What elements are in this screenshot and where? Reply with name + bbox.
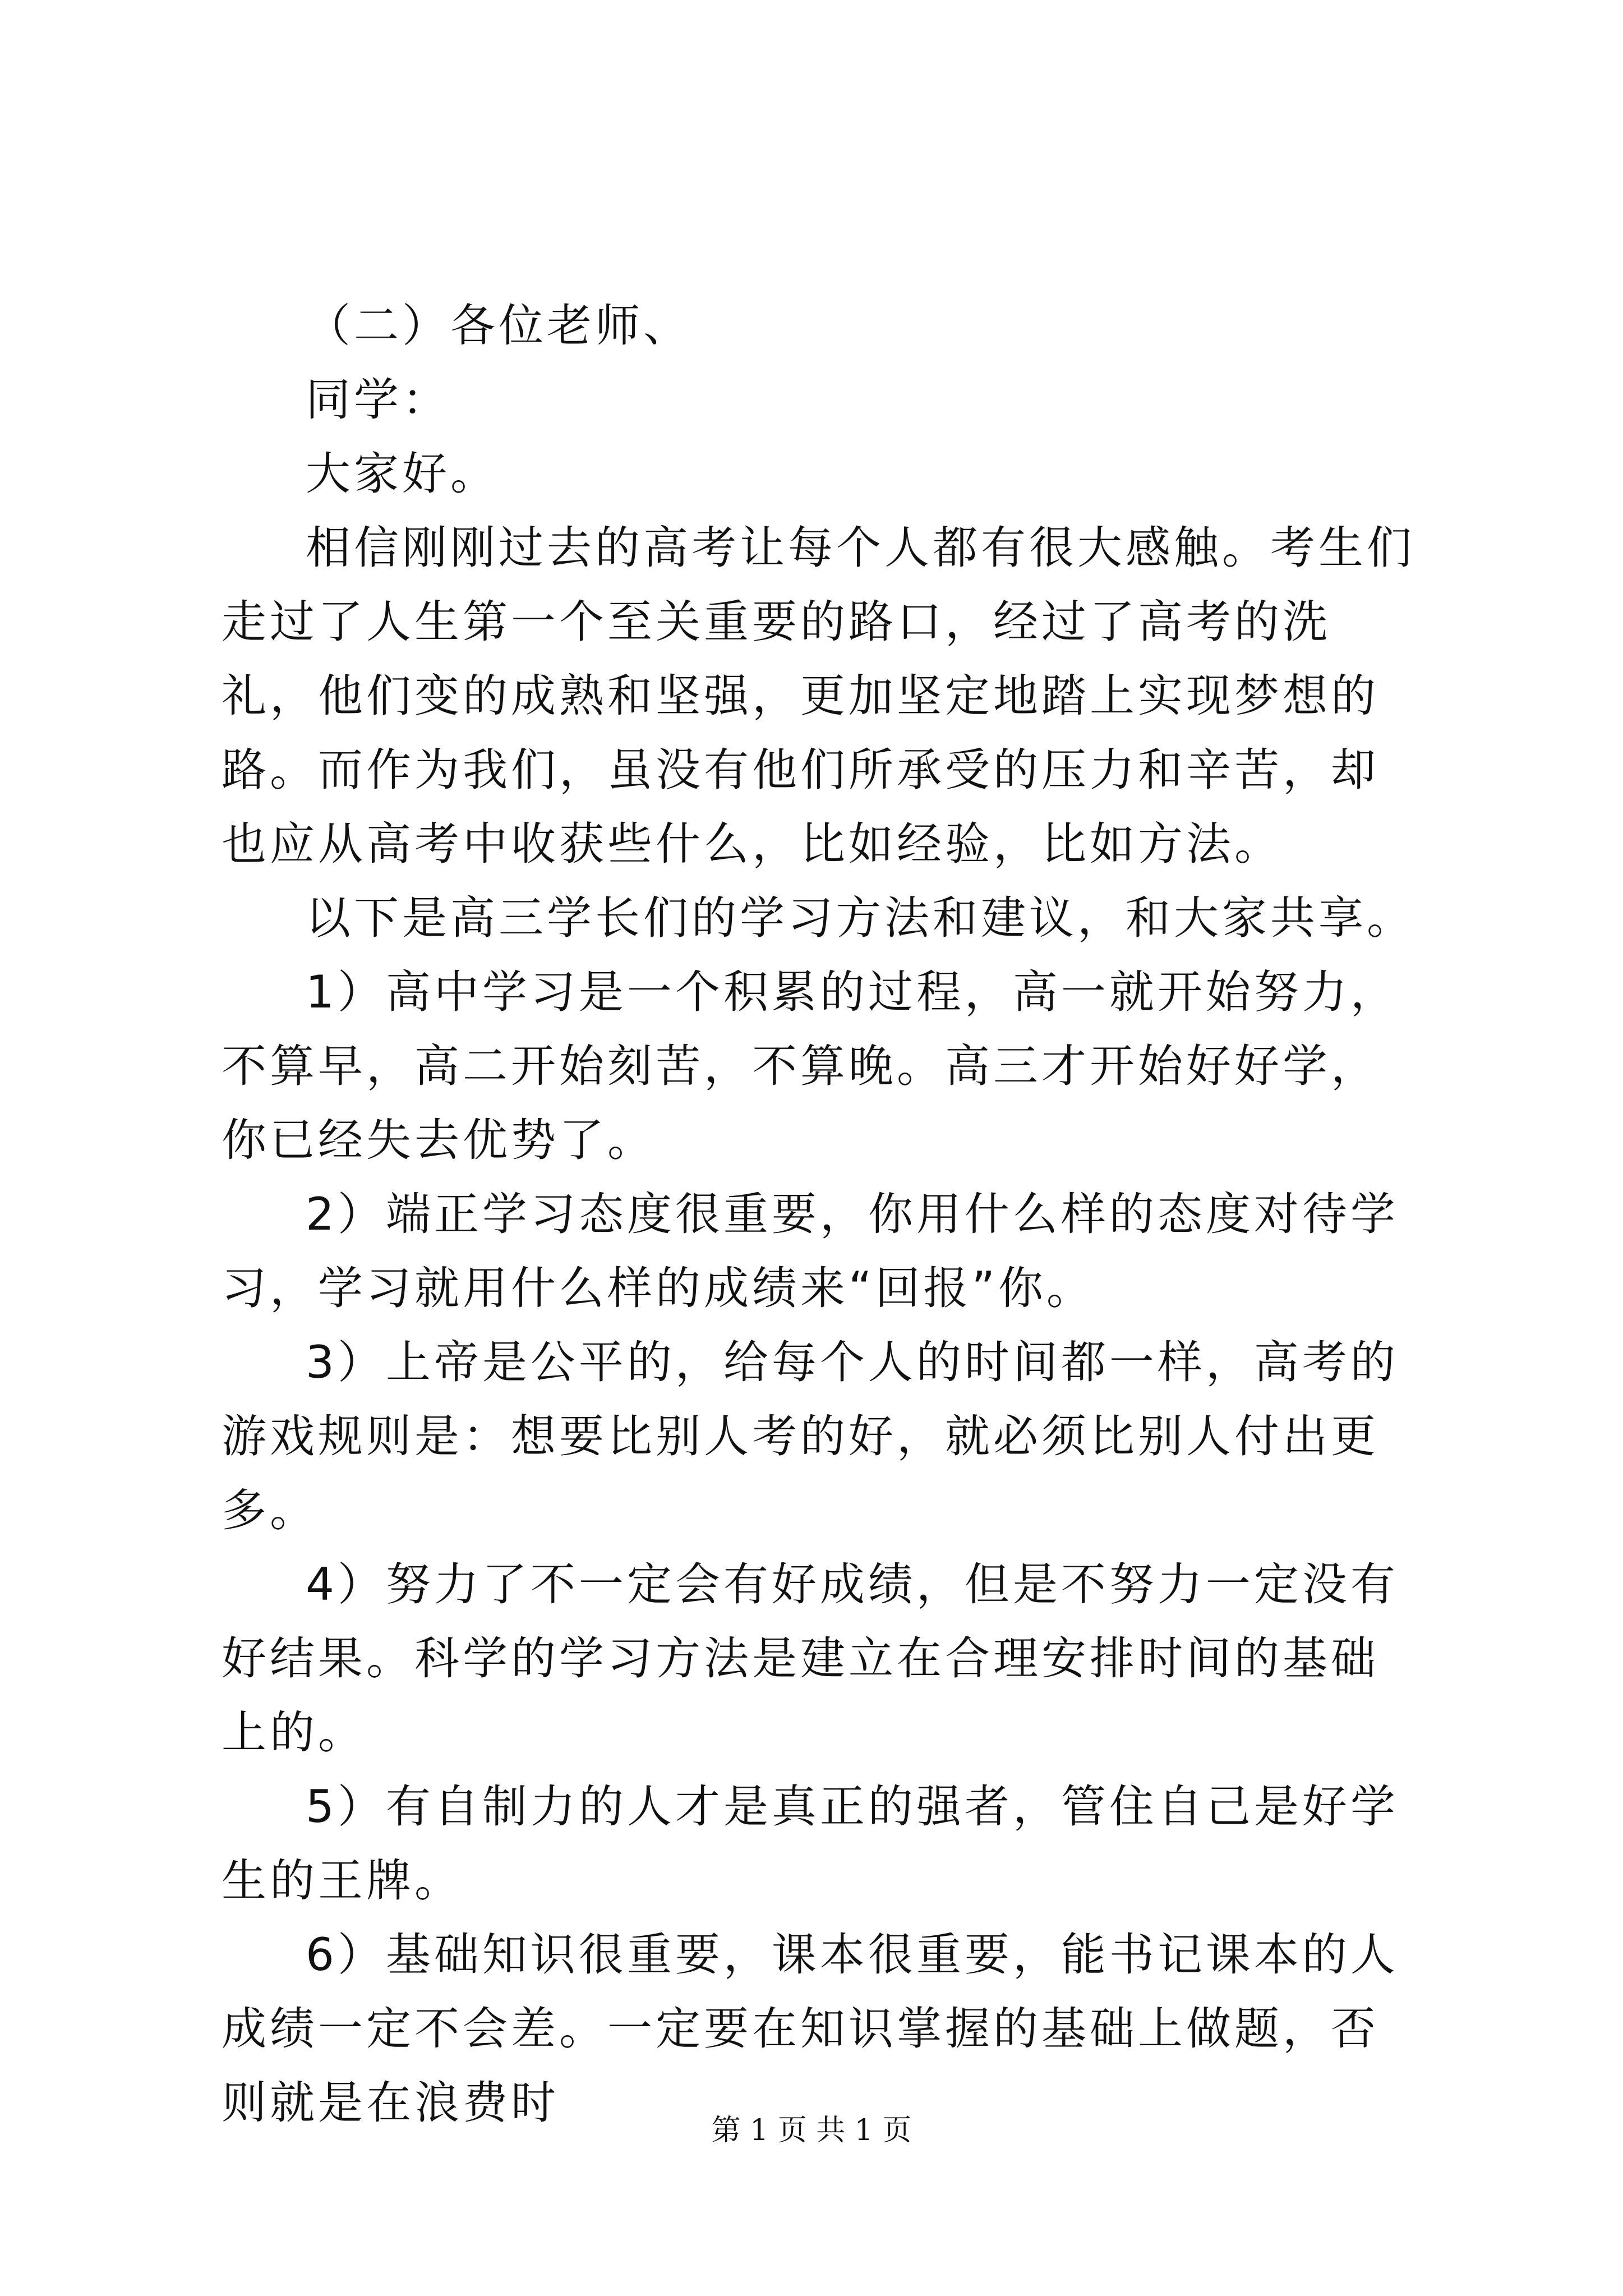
paragraph-item-5: 5）有自制力的人才是真正的强者，管住自己是好学生的王牌。 — [222, 1780, 1399, 1907]
page-footer: 第 1 页 共 1 页 — [711, 2114, 912, 2147]
document-body — [222, 289, 1416, 2140]
paragraph-item-2: 2）端正学习态度很重要，你用什么样的态度对待学习，学习就用什么样的成绩来“回报”你。 — [222, 1188, 1399, 1314]
paragraph-item-1: 1）高中学习是一个积累的过程，高一就开始努力，不算早，高二开始刻苦，不算晚。高三才开始好好学，你已经失去优势了。 — [222, 966, 1399, 1166]
paragraph-salutation: 同学： — [306, 374, 450, 426]
paragraph-intro: 相信刚刚过去的高考让每个人都有很大感触。考生们走过了人生第一个至关重要的路口，经过了高考的洗礼，他们变的成熟和坚强，更加坚定地踏上实现梦想的路。而作为我们，虽没有他们所承受的压力和辛苦，却也应从高考中收获些什么，比如经验，比如方法。 — [222, 522, 1415, 870]
paragraph-share: 以下是高三学长们的学习方法和建议，和大家共享。 — [306, 892, 1415, 944]
paragraph-heading: （二）各位老师、 — [306, 300, 691, 352]
paragraph-greeting: 大家好。 — [306, 448, 499, 500]
paragraph-item-4: 4）努力了不一定会有好成绩，但是不努力一定没有好结果。科学的学习方法是建立在合理安排时间的基础上的。 — [222, 1558, 1399, 1759]
paragraph-item-3: 3）上帝是公平的，给每个人的时间都一样，高考的游戏规则是：想要比别人考的好，就必须比别人付出更多。 — [222, 1336, 1399, 1536]
paragraph-item-6: 6）基础知识很重要，课本很重要，能书记课本的人成绩一定不会差。一定要在知识掌握的基础上做题，否则就是在浪费时 — [222, 1929, 1399, 2129]
